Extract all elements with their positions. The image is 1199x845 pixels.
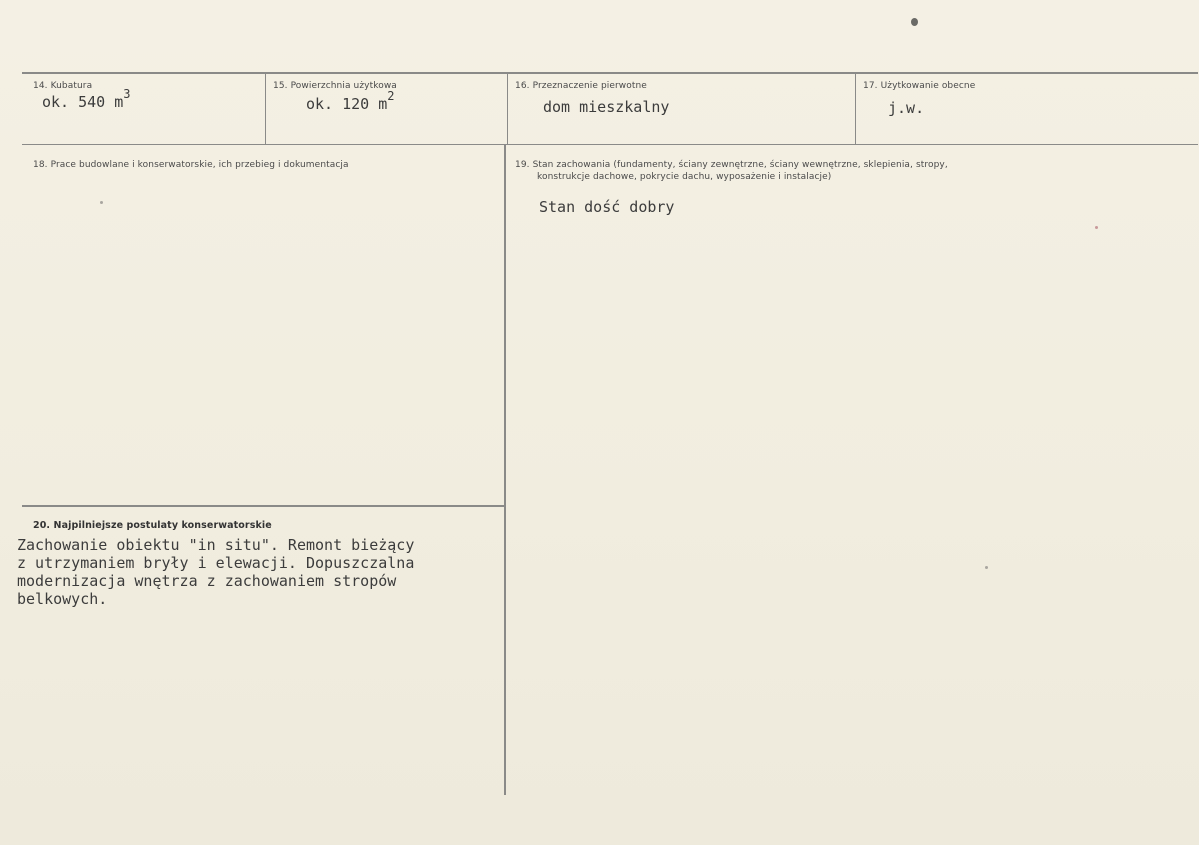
divider-15-16 bbox=[507, 73, 508, 145]
top-rule bbox=[22, 72, 1198, 74]
field-17-value: j.w. bbox=[888, 99, 925, 117]
field-19-label-line2: konstrukcje dachowe, pokrycie dachu, wyposażenie i instalacje) bbox=[537, 172, 832, 182]
divider-14-15 bbox=[265, 73, 266, 145]
area-value: ok. 120 m bbox=[306, 95, 388, 113]
postulate-line-2: z utrzymaniem bryły i elewacji. Dopuszczalna bbox=[17, 554, 415, 572]
field-19-value: Stan dość dobry bbox=[539, 198, 675, 216]
field-20-label: 20. Najpilniejsze postulaty konserwatorskie bbox=[33, 520, 272, 531]
section-20-rule bbox=[22, 505, 504, 507]
cubature-value: ok. 540 m bbox=[42, 93, 124, 111]
speck-mark bbox=[100, 201, 103, 204]
speck-mark bbox=[985, 566, 988, 569]
row1-bottom-rule bbox=[22, 144, 1198, 145]
cubature-unit-superscript: 3 bbox=[123, 87, 131, 101]
field-16-value: dom mieszkalny bbox=[543, 98, 670, 116]
punch-hole-mark bbox=[911, 18, 918, 26]
field-15-label: 15. Powierzchnia użytkowa bbox=[273, 81, 397, 91]
divider-16-17 bbox=[855, 73, 856, 145]
field-19-label-line1: 19. Stan zachowania (fundamenty, ściany zewnętrzne, ściany wewnętrzne, sklepienia, stropy, bbox=[515, 160, 948, 170]
field-14-label: 14. Kubatura bbox=[33, 81, 93, 91]
postulate-line-4: belkowych. bbox=[17, 590, 108, 608]
field-18-label: 18. Prace budowlane i konserwatorskie, ich przebieg i dokumentacja bbox=[33, 160, 349, 170]
postulate-line-1: Zachowanie obiektu "in situ". Remont bieżący bbox=[17, 536, 415, 554]
postulate-line-3: modernizacja wnętrza z zachowaniem stropów bbox=[17, 572, 397, 590]
main-column-divider bbox=[504, 145, 506, 795]
field-14-value bbox=[42, 87, 131, 112]
field-15-value bbox=[306, 89, 395, 114]
field-16-label: 16. Przeznaczenie pierwotne bbox=[515, 81, 647, 91]
area-unit-superscript: 2 bbox=[387, 89, 395, 103]
speck-mark bbox=[1095, 226, 1098, 229]
field-17-label: 17. Użytkowanie obecne bbox=[863, 81, 976, 91]
